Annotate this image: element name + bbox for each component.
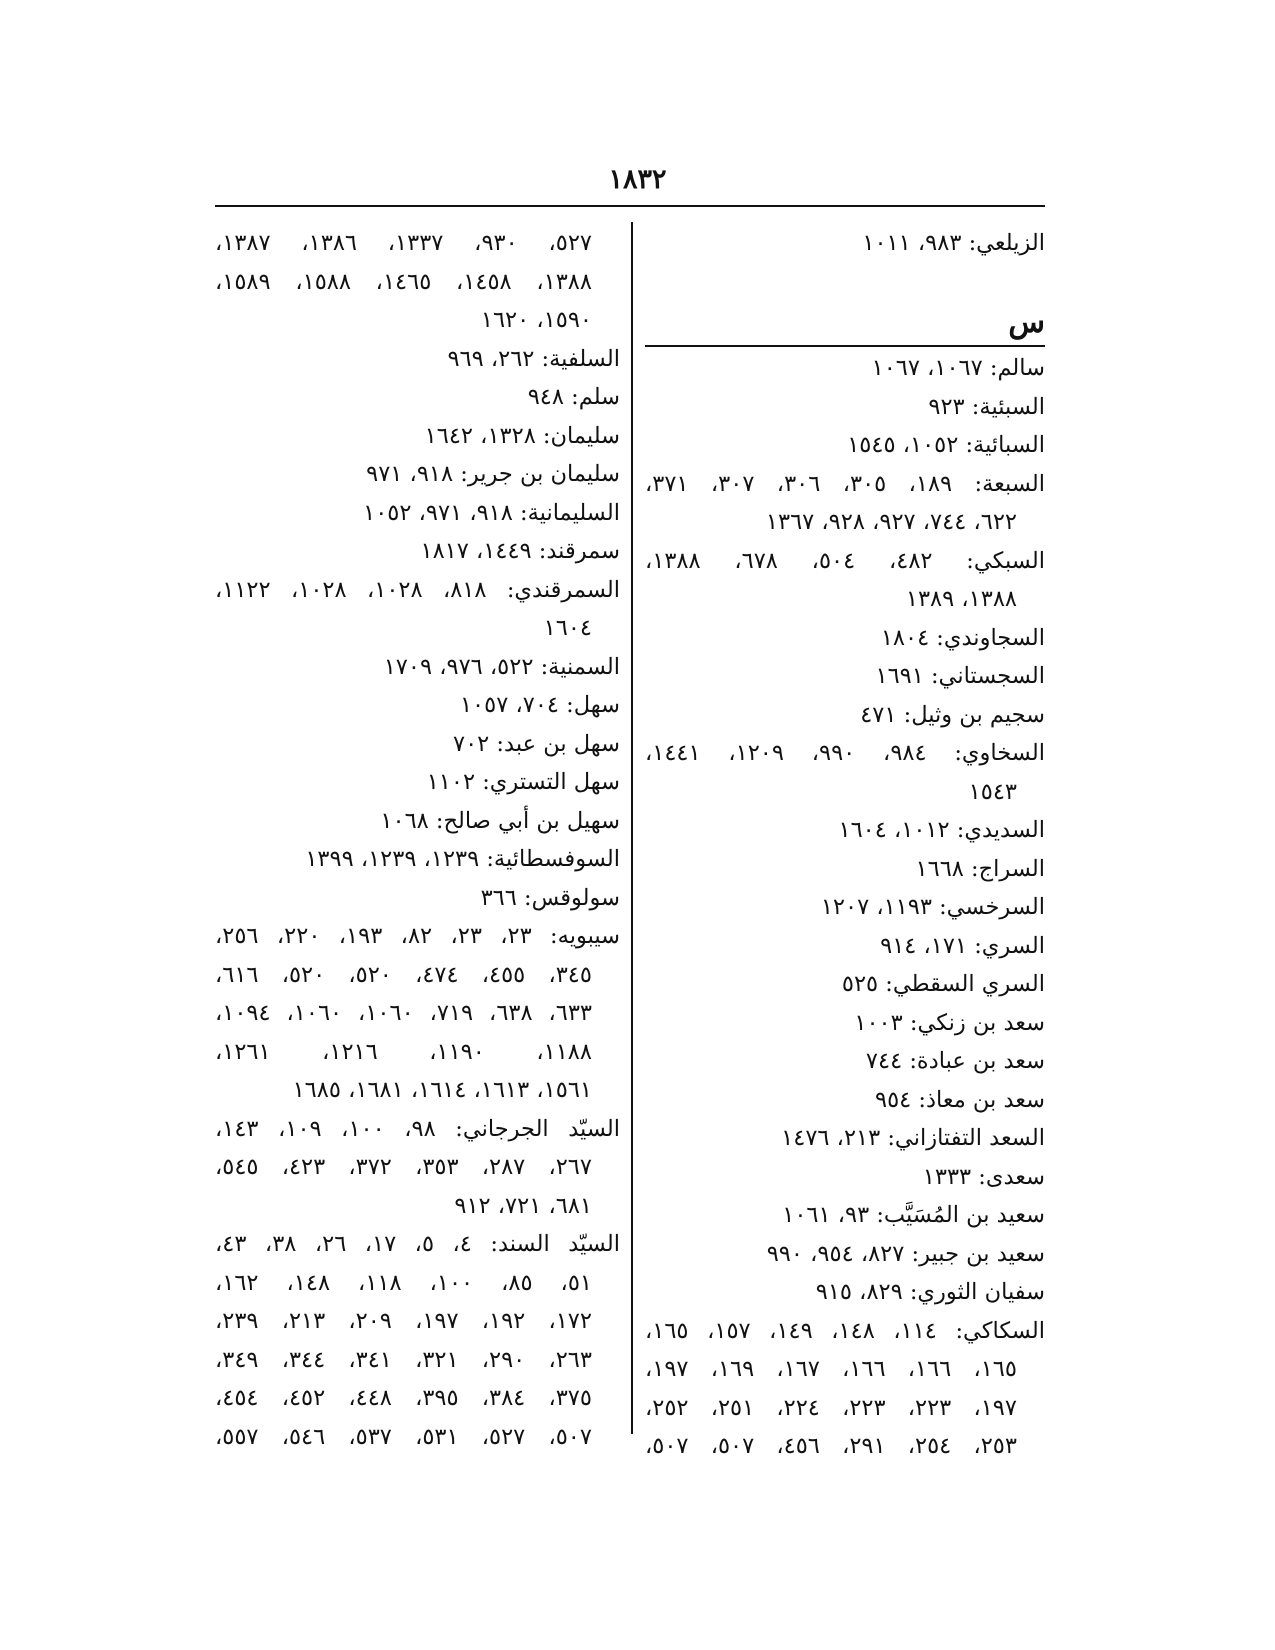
index-entry-line: السكاكي: ١١٤، ١٤٨، ١٤٩، ١٥٧، ١٦٥، <box>645 1317 1045 1344</box>
entries-before-heading <box>645 224 1045 263</box>
index-entry-line: السجستاني: ١٦٩١ <box>875 663 1045 689</box>
index-entry-line: السبائية: ١٠٥٢، ١٥٤٥ <box>847 432 1045 458</box>
index-entry-line: سهيل بن أبي صالح: ١٠٦٨ <box>380 807 620 834</box>
index-entry-line: سعدى: ١٣٣٣ <box>922 1163 1045 1190</box>
index-entry-line: السيّد السند: ٤، ٥، ١٧، ٢٦، ٣٨، ٤٣، <box>215 1231 620 1257</box>
index-entry-line: السخاوي: ٩٨٤، ٩٩٠، ١٢٠٩، ١٤٤١، <box>645 740 1045 766</box>
index-entry-line: سهل بن عبد: ٧٠٢ <box>453 730 620 757</box>
index-entry-line: سهل التستري: ١١٠٢ <box>426 769 620 795</box>
index-entry-line: سعد بن عبادة: ٧٤٤ <box>865 1048 1045 1074</box>
index-entry-line: سولوقس: ٣٦٦ <box>480 884 620 911</box>
index-entry-line: ٥١، ٨٥، ١٠٠، ١١٨، ١٤٨، ١٦٢، <box>215 1269 592 1296</box>
right-column <box>645 224 1045 1466</box>
index-entry-line: سعد بن زنكي: ١٠٠٣ <box>854 1009 1045 1036</box>
index-entry-line: السبعة: ١٨٩، ٣٠٥، ٣٠٦، ٣٠٧، ٣٧١، <box>645 470 1045 497</box>
index-entry-line: ٢٥٣، ٢٥٤، ٢٩١، ٤٥٦، ٥٠٧، ٥٠٧، <box>645 1433 1017 1459</box>
index-entry-line: سليمان: ١٣٢٨، ١٦٤٢ <box>424 422 620 449</box>
letter-heading: س <box>1008 305 1045 340</box>
index-entry-line: السجاوندي: ١٨٠٤ <box>880 624 1045 651</box>
index-entry-line: ٥٢٧، ٩٣٠، ١٣٣٧، ١٣٨٦، ١٣٨٧، <box>215 230 593 256</box>
index-entry-line: السديدي: ١٠١٢، ١٦٠٤ <box>838 817 1045 843</box>
index-entry-line: ٦٢٢، ٧٤٤، ٩٢٧، ٩٢٨، ١٣٦٧ <box>765 509 1017 535</box>
index-entry-line: السليمانية: ٩١٨، ٩٧١، ١٠٥٢ <box>363 499 620 526</box>
spacer <box>645 263 1045 302</box>
letter-heading-rule <box>645 345 1045 347</box>
index-entry-line: السراج: ١٦٦٨ <box>915 855 1045 882</box>
index-entry-line: سلم: ٩٤٨ <box>527 384 620 410</box>
index-entry-line: ١٦٠٤ <box>543 615 592 641</box>
index-entry-line: سهل: ٧٠٤، ١٠٥٧ <box>459 692 620 718</box>
index-entry-line: ١٥٤٣ <box>968 778 1017 805</box>
index-entry-line: ٦٨١، ٧٢١، ٩١٢ <box>454 1192 592 1219</box>
index-entry-line: السري السقطي: ٥٢٥ <box>841 971 1045 997</box>
index-entry-line: ١٩٧، ٢٢٣، ٢٢٣، ٢٢٤، ٢٥١، ٢٥٢، <box>645 1394 1017 1421</box>
index-entry-line: السري: ١٧١، ٩١٤ <box>880 932 1045 959</box>
index-entry-line: السمرقندي: ٨١٨، ١٠٢٨، ١٠٢٨، ١١٢٢، <box>215 576 620 603</box>
header-rule <box>215 205 1045 207</box>
index-entry-line: سعيد بن المُسَيَّب: ٩٣، ١٠٦١ <box>782 1202 1045 1228</box>
index-entry-line: ١٥٩٠، ١٦٢٠ <box>480 307 592 333</box>
index-entry-line: ٣٧٥، ٣٨٤، ٣٩٥، ٤٤٨، ٤٥٢، ٤٥٤، <box>215 1385 592 1411</box>
left-column <box>215 224 620 1456</box>
index-entry-line: سعد بن معاذ: ٩٥٤ <box>875 1086 1045 1113</box>
index-entry-line: سجيم بن وثيل: ٤٧١ <box>860 701 1045 728</box>
index-entry-line: سفيان الثوري: ٨٢٩، ٩١٥ <box>815 1279 1045 1305</box>
index-entry-line: ٥٠٧، ٥٢٧، ٥٣١، ٥٣٧، ٥٤٦، ٥٥٧، <box>215 1423 592 1450</box>
index-entry-line: السلفية: ٢٦٢، ٩٦٩ <box>447 345 620 372</box>
index-entry-line: ٢٦٧، ٢٨٧، ٣٥٣، ٣٧٢، ٤٢٣، ٥٤٥، <box>215 1154 592 1180</box>
index-entry-line: السمنية: ٥٢٢، ٩٧٦، ١٧٠٩ <box>383 653 620 680</box>
index-entry-line: سيبويه: ٢٣، ٢٣، ٨٢، ١٩٣، ٢٢٠، ٢٥٦، <box>215 923 620 949</box>
column-divider <box>631 222 633 1434</box>
index-entry-line: السوفسطائية: ١٢٣٩، ١٢٣٩، ١٣٩٩ <box>305 846 620 872</box>
index-entry-line: ٣٤٥، ٤٥٥، ٤٧٤، ٥٢٠، ٥٢٠، ٦١٦، <box>215 961 592 988</box>
index-entry-line: ١٣٨٨، ١٣٨٩ <box>905 586 1017 612</box>
index-entry-line: السرخسي: ١١٩٣، ١٢٠٧ <box>820 894 1045 920</box>
index-entry-line: ١٥٦١، ١٦١٣، ١٦١٤، ١٦٨١، ١٦٨٥ <box>292 1077 592 1103</box>
index-entry-line: ١٣٨٨، ١٤٥٨، ١٤٦٥، ١٥٨٨، ١٥٨٩، <box>215 268 592 295</box>
left-column-entries <box>215 224 620 1456</box>
index-entry-line: سعيد بن جبير: ٨٢٧، ٩٥٤، ٩٩٠ <box>766 1240 1045 1267</box>
index-entry-line: ١٦٥، ١٦٦، ١٦٦، ١٦٧، ١٦٩، ١٩٧، <box>645 1356 1017 1382</box>
index-entry-line: سليمان بن جرير: ٩١٨، ٩٧١ <box>366 461 620 487</box>
index-entry-line: ٢٦٣، ٢٩٠، ٣٢١، ٣٤١، ٣٤٤، ٣٤٩، <box>215 1346 592 1373</box>
index-entry-line: سالم: ١٠٦٧، ١٠٦٧ <box>871 355 1045 381</box>
index-entry-line: السبكي: ٤٨٢، ٥٠٤، ٦٧٨، ١٣٨٨، <box>645 547 1045 574</box>
index-entry-line: ١١٨٨، ١١٩٠، ١٢١٦، ١٢٦١، <box>215 1038 592 1065</box>
page-number: ١٨٣٢ <box>608 164 667 195</box>
index-entry-line: ٦٣٣، ٦٣٨، ٧١٩، ١٠٦٠، ١٠٦٠، ١٠٩٤، <box>215 1000 593 1026</box>
index-entry-line: السعد التفتازاني: ٢١٣، ١٤٧٦ <box>781 1125 1045 1151</box>
index-entry-line: ١٧٢، ١٩٢، ١٩٧، ٢٠٩، ٢١٣، ٢٣٩، <box>215 1308 592 1334</box>
entries-after-heading <box>645 349 1045 1466</box>
index-entry-line: سمرقند: ١٤٤٩، ١٨١٧ <box>420 538 620 564</box>
index-entry-line: السيّد الجرجاني: ٩٨، ١٠٠، ١٠٩، ١٤٣، <box>215 1115 620 1142</box>
index-entry-line: السبئية: ٩٢٣ <box>928 393 1045 420</box>
index-entry-line: الزيلعي: ٩٨٣، ١٠١١ <box>862 230 1045 256</box>
